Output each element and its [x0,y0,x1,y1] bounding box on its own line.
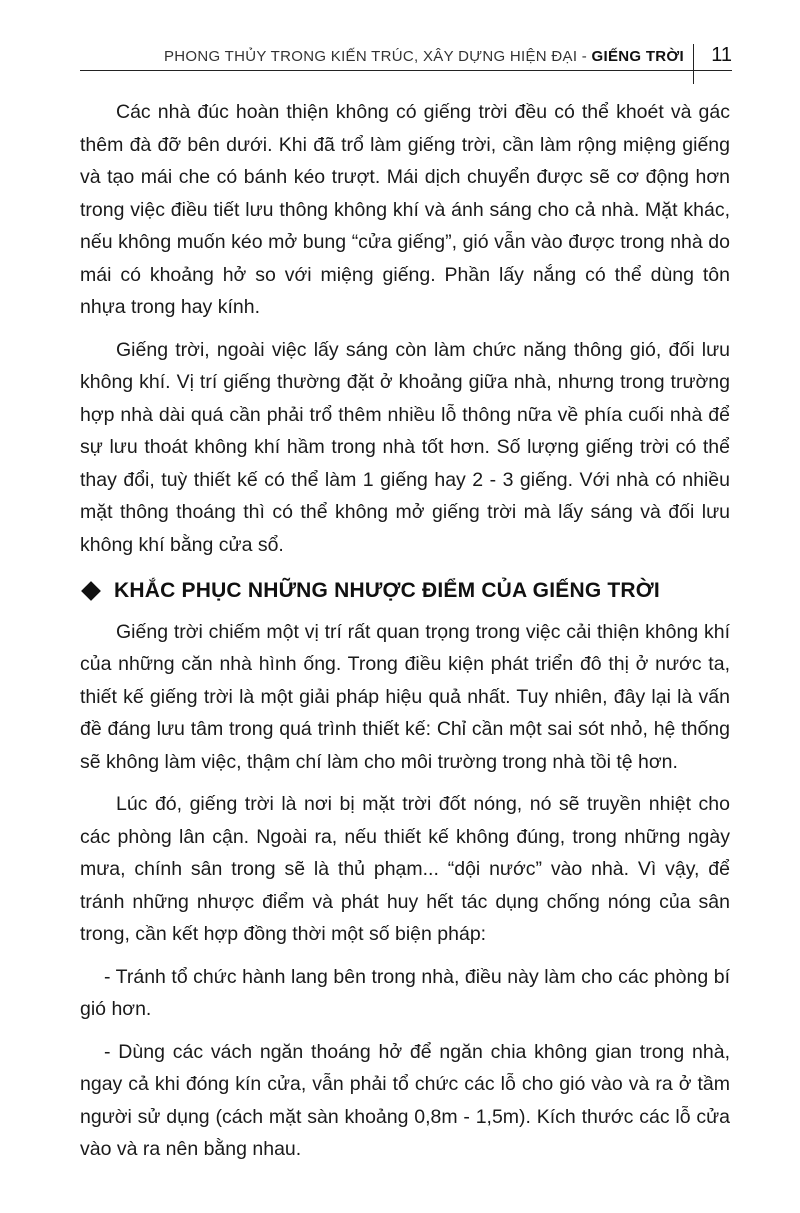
dash-list-item: - Tránh tổ chức hành lang bên trong nhà, điều này làm cho các phòng bí gió hơn. [80,965,730,1020]
dash-list-item: - Dùng các vách ngăn thoáng hở để ngăn chia không gian trong nhà, ngay cả khi đóng kín cửa, vẫn phải tổ chức các lỗ cho gió vào và ra ở tầm người sử dụng (cách mặt sàn khoảng 0,8m - 1,5m). Kích thước các lỗ cửa vào và ra nên bằng nhau. [80,1040,730,1160]
running-header [80,44,732,72]
section-heading-text: KHẮC PHỤC NHỮNG NHƯỢC ĐIỂM CỦA GIẾNG TRỜI [114,579,660,602]
header-rule [80,70,732,71]
body-paragraph: Lúc đó, giếng trời là nơi bị mặt trời đốt nóng, nó sẽ truyền nhiệt cho các phòng lân cận. Ngoài ra, nếu thiết kế không đúng, trong những ngày mưa, chính sân trong sẽ là thủ phạm... “dội nước” vào nhà. Vì vậy, để tránh những nhược điểm và phát huy hết tác dụng chống nóng của sân trong, cần kết hợp đồng thời một số biện pháp: [80,793,730,945]
running-title-text: PHONG THỦY TRONG KIẾN TRÚC, XÂY DỰNG HIỆN ĐẠI - [163,48,588,65]
running-title [164,48,684,65]
header-divider-tick [693,44,694,84]
page-number: 11 [711,44,732,66]
body-paragraph: Giếng trời chiếm một vị trí rất quan trọng trong việc cải thiện không khí của những căn nhà hình ống. Trong điều kiện phát triển đô thị ở nước ta, thiết kế giếng trời là một giải pháp hiệu quả nhất. Tuy nhiên, đây lại là vấn đề đáng lưu tâm trong quá trình thiết kế: Chỉ cần một sai sót nhỏ, hệ thống sẽ không làm việc, thậm chí làm cho môi trường trong nhà tồi tệ hơn. [80,620,730,773]
body-paragraph: Các nhà đúc hoàn thiện không có giếng trời đều có thể khoét và gác thêm đà đỡ bên dưới. Khi đã trổ làm giếng trời, cần làm rộng miệng giếng và tạo mái che có bánh kéo trượt. Mái dịch chuyển được sẽ cơ động hơn trong việc điều tiết lưu thông không khí và ánh sáng cho cả nhà. Mặt khác, nếu không muốn kéo mở bung “cửa giếng”, gió vẫn vào được trong nhà do mái có khoảng hở so với miệng giếng. Phần lấy nắng có thể dùng tôn nhựa trong hay kính. [80,101,730,318]
page-body [80,96,730,1176]
diamond-bullet-icon [81,581,101,601]
body-paragraph: Giếng trời, ngoài việc lấy sáng còn làm chức năng thông gió, đối lưu không khí. Vị trí giếng thường đặt ở khoảng giữa nhà, nhưng trong trường hợp nhà dài quá cần phải trổ thêm nhiều lỗ thông nữa về phía cuối nhà để sự lưu thoát không khí hầm trong nhà tốt hơn. Số lượng giếng trời có thể thay đổi, tuỳ thiết kế có thể làm 1 giếng hay 2 - 3 giếng. Với nhà có nhiều mặt thông thoáng thì có thể không mở giếng trời mà lấy sáng và đối lưu không khí bằng cửa sổ. [80,338,730,556]
running-title-strong: GIẾNG TRỜI [591,48,684,65]
section-heading [80,575,730,608]
